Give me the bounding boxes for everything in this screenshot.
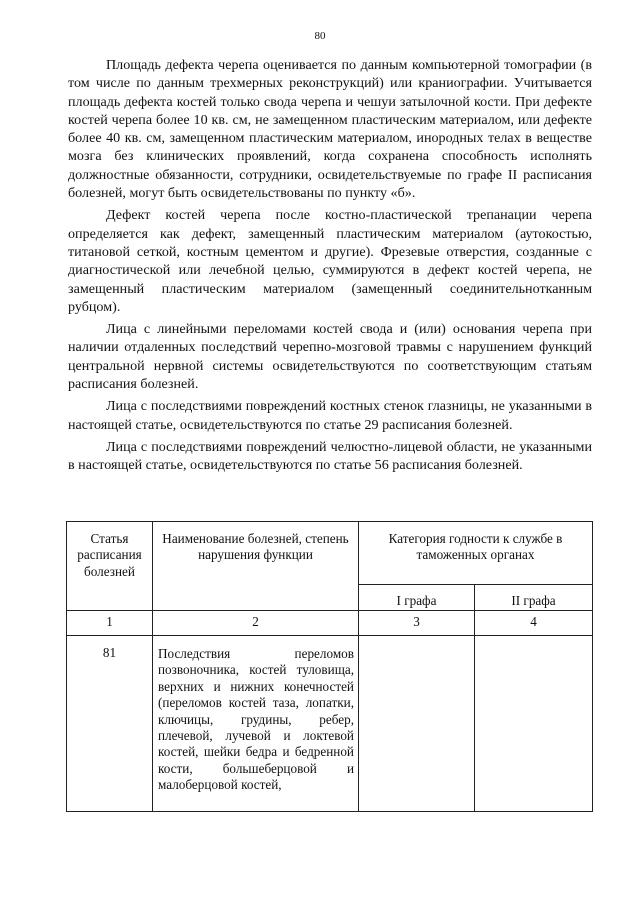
body-text (68, 56, 592, 475)
header-column-1: I графа (359, 585, 475, 611)
paragraph-trepanation-defect: Дефект костей черепа после костно-пластической трепанации черепа определяется как дефект, замещенный пластическим материалом (аутокостью, титановой сеткой, костным цементом и другие). Фрезевые отверстия, созданные с диагностической или лечебной целью, суммируются в дефект костей черепа, не замещенный пластическим материалом (замещенный соединительнотканным рубцом). (68, 207, 592, 315)
table-row (67, 636, 593, 812)
row-disease-description: Последствия переломов позвоночника, костей туловища, верхних и нижних конечностей (переломов костей таза, лопатки, ключицы, грудины, ребер, плечевой, лучевой и локтевой костей, шейки бедра и бедренной кости, большеберцовой и малоберцовой костей, (153, 636, 359, 812)
table-column-numbers-row (67, 611, 593, 636)
column-number: 1 (67, 611, 153, 636)
header-article: Статья расписания болезней (67, 522, 153, 611)
column-number: 2 (153, 611, 359, 636)
paragraph-linear-fractures: Лица с линейными переломами костей свода и (или) основания черепа при наличии отдаленных последствий черепно-мозговой травмы с нарушением функций центральной нервной системы освидетельствуются по соответствующим статьям расписания болезней. (68, 321, 592, 393)
paragraph-skull-defect-area: Площадь дефекта черепа оценивается по данным компьютерной томографии (в том числе по данным трехмерных реконструкций) или краниографии. Учитывается площадь дефекта костей только свода черепа и чешуи затылочной кости. При дефекте костей черепа более 10 кв. см, не замещенном пластическим материалом, или дефекте более 40 кв. см, замещенном пластическим материалом, инородных телах в веществе мозга без клинических проявлений, когда сохранена способность исполнять должностные обязанности, сотрудники, освидетельствуемые по графе II расписания болезней, могут быть освидетельствованы по пункту «б». (68, 57, 592, 202)
disease-schedule-table (66, 521, 593, 812)
paragraph-maxillofacial-injuries: Лица с последствиями повреждений челюстно-лицевой области, не указанными в настоящей статье, освидетельствуются по статье 56 расписания болезней. (68, 438, 592, 474)
header-column-2: II графа (475, 585, 593, 611)
page-number: 80 (314, 30, 326, 42)
paragraph-orbit-injuries: Лица с последствиями повреждений костных стенок глазницы, не указанными в настоящей статье, освидетельствуются по статье 29 расписания болезней. (68, 398, 592, 433)
table-header-row (67, 522, 593, 585)
header-disease: Наименование болезней, степень нарушения функции (153, 522, 359, 611)
header-category: Категория годности к службе в таможенных органах (359, 522, 593, 585)
row-column-2-value (475, 636, 593, 812)
row-article-number: 81 (67, 636, 153, 812)
column-number: 4 (475, 611, 593, 636)
row-column-1-value (359, 636, 475, 812)
column-number: 3 (359, 611, 475, 636)
